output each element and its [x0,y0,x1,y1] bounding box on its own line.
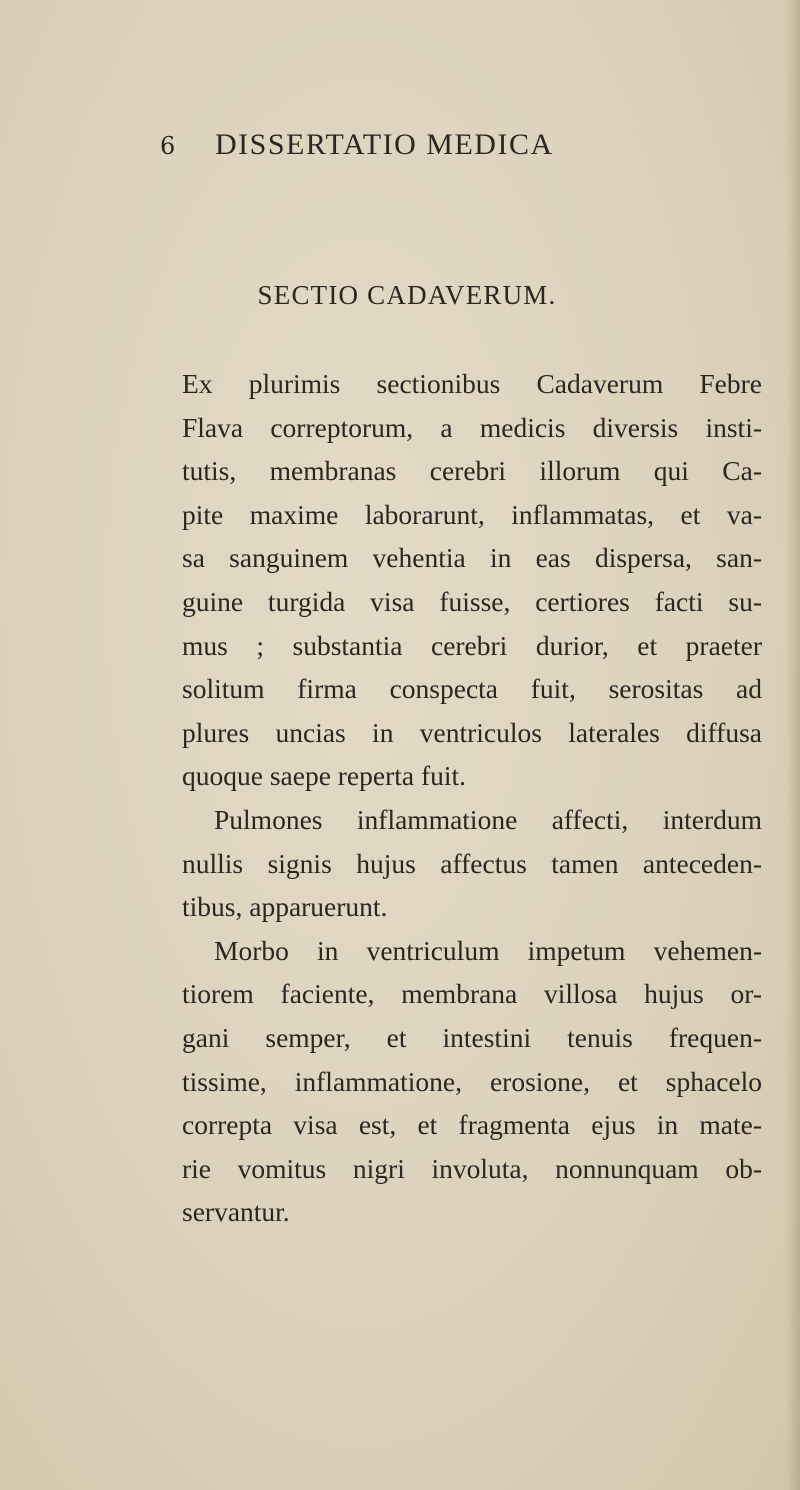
text-line: Flava correptorum, a medicis diversis insti- [182,411,762,443]
text-line: solitum firma conspecta fuit, serositas ad [182,673,762,705]
running-title: DISSERTATIO MEDICA [215,128,554,161]
text-line: correpta visa est, et fragmenta ejus in mate- [182,1109,762,1141]
text-line: tiorem faciente, membrana villosa hujus or- [182,978,762,1010]
running-head [0,128,800,168]
page-number: 6 [160,132,176,160]
text-line: guine turgida visa fuisse, certiores facti su- [182,585,762,617]
text-line: mus ; substantia cerebri durior, et praeter [182,629,762,661]
text-line: Ex plurimis sectionibus Cadaverum Febre [182,368,762,399]
text-line: plures uncias in ventriculos laterales diffusa [182,716,762,748]
text-line: rie vomitus nigri involuta, nonnunquam ob- [182,1152,762,1184]
text-line: servantur. [182,1196,290,1228]
page-edge-shadow [786,0,800,1490]
text-line: gani semper, et intestini tenuis frequen- [182,1021,762,1053]
body-text [182,362,762,1234]
text-line: Morbo in ventriculum impetum vehemen- [214,934,762,966]
section-title: SECTIO CADAVERUM. [257,280,557,310]
text-line: sa sanguinem vehentia in eas dispersa, san- [182,542,762,574]
text-line: Pulmones inflammatione affecti, interdum [214,803,762,835]
text-line: tissime, inflammatione, erosione, et sphacelo [182,1065,762,1097]
text-line: nullis signis hujus affectus tamen anteceden- [182,847,762,879]
text-line: tutis, membranas cerebri illorum qui Ca- [182,455,762,487]
text-line: pite maxime laborarunt, inflammatas, et va- [182,498,762,530]
text-line: tibus, apparuerunt. [182,891,388,923]
text-line: quoque saepe reperta fuit. [182,760,467,792]
